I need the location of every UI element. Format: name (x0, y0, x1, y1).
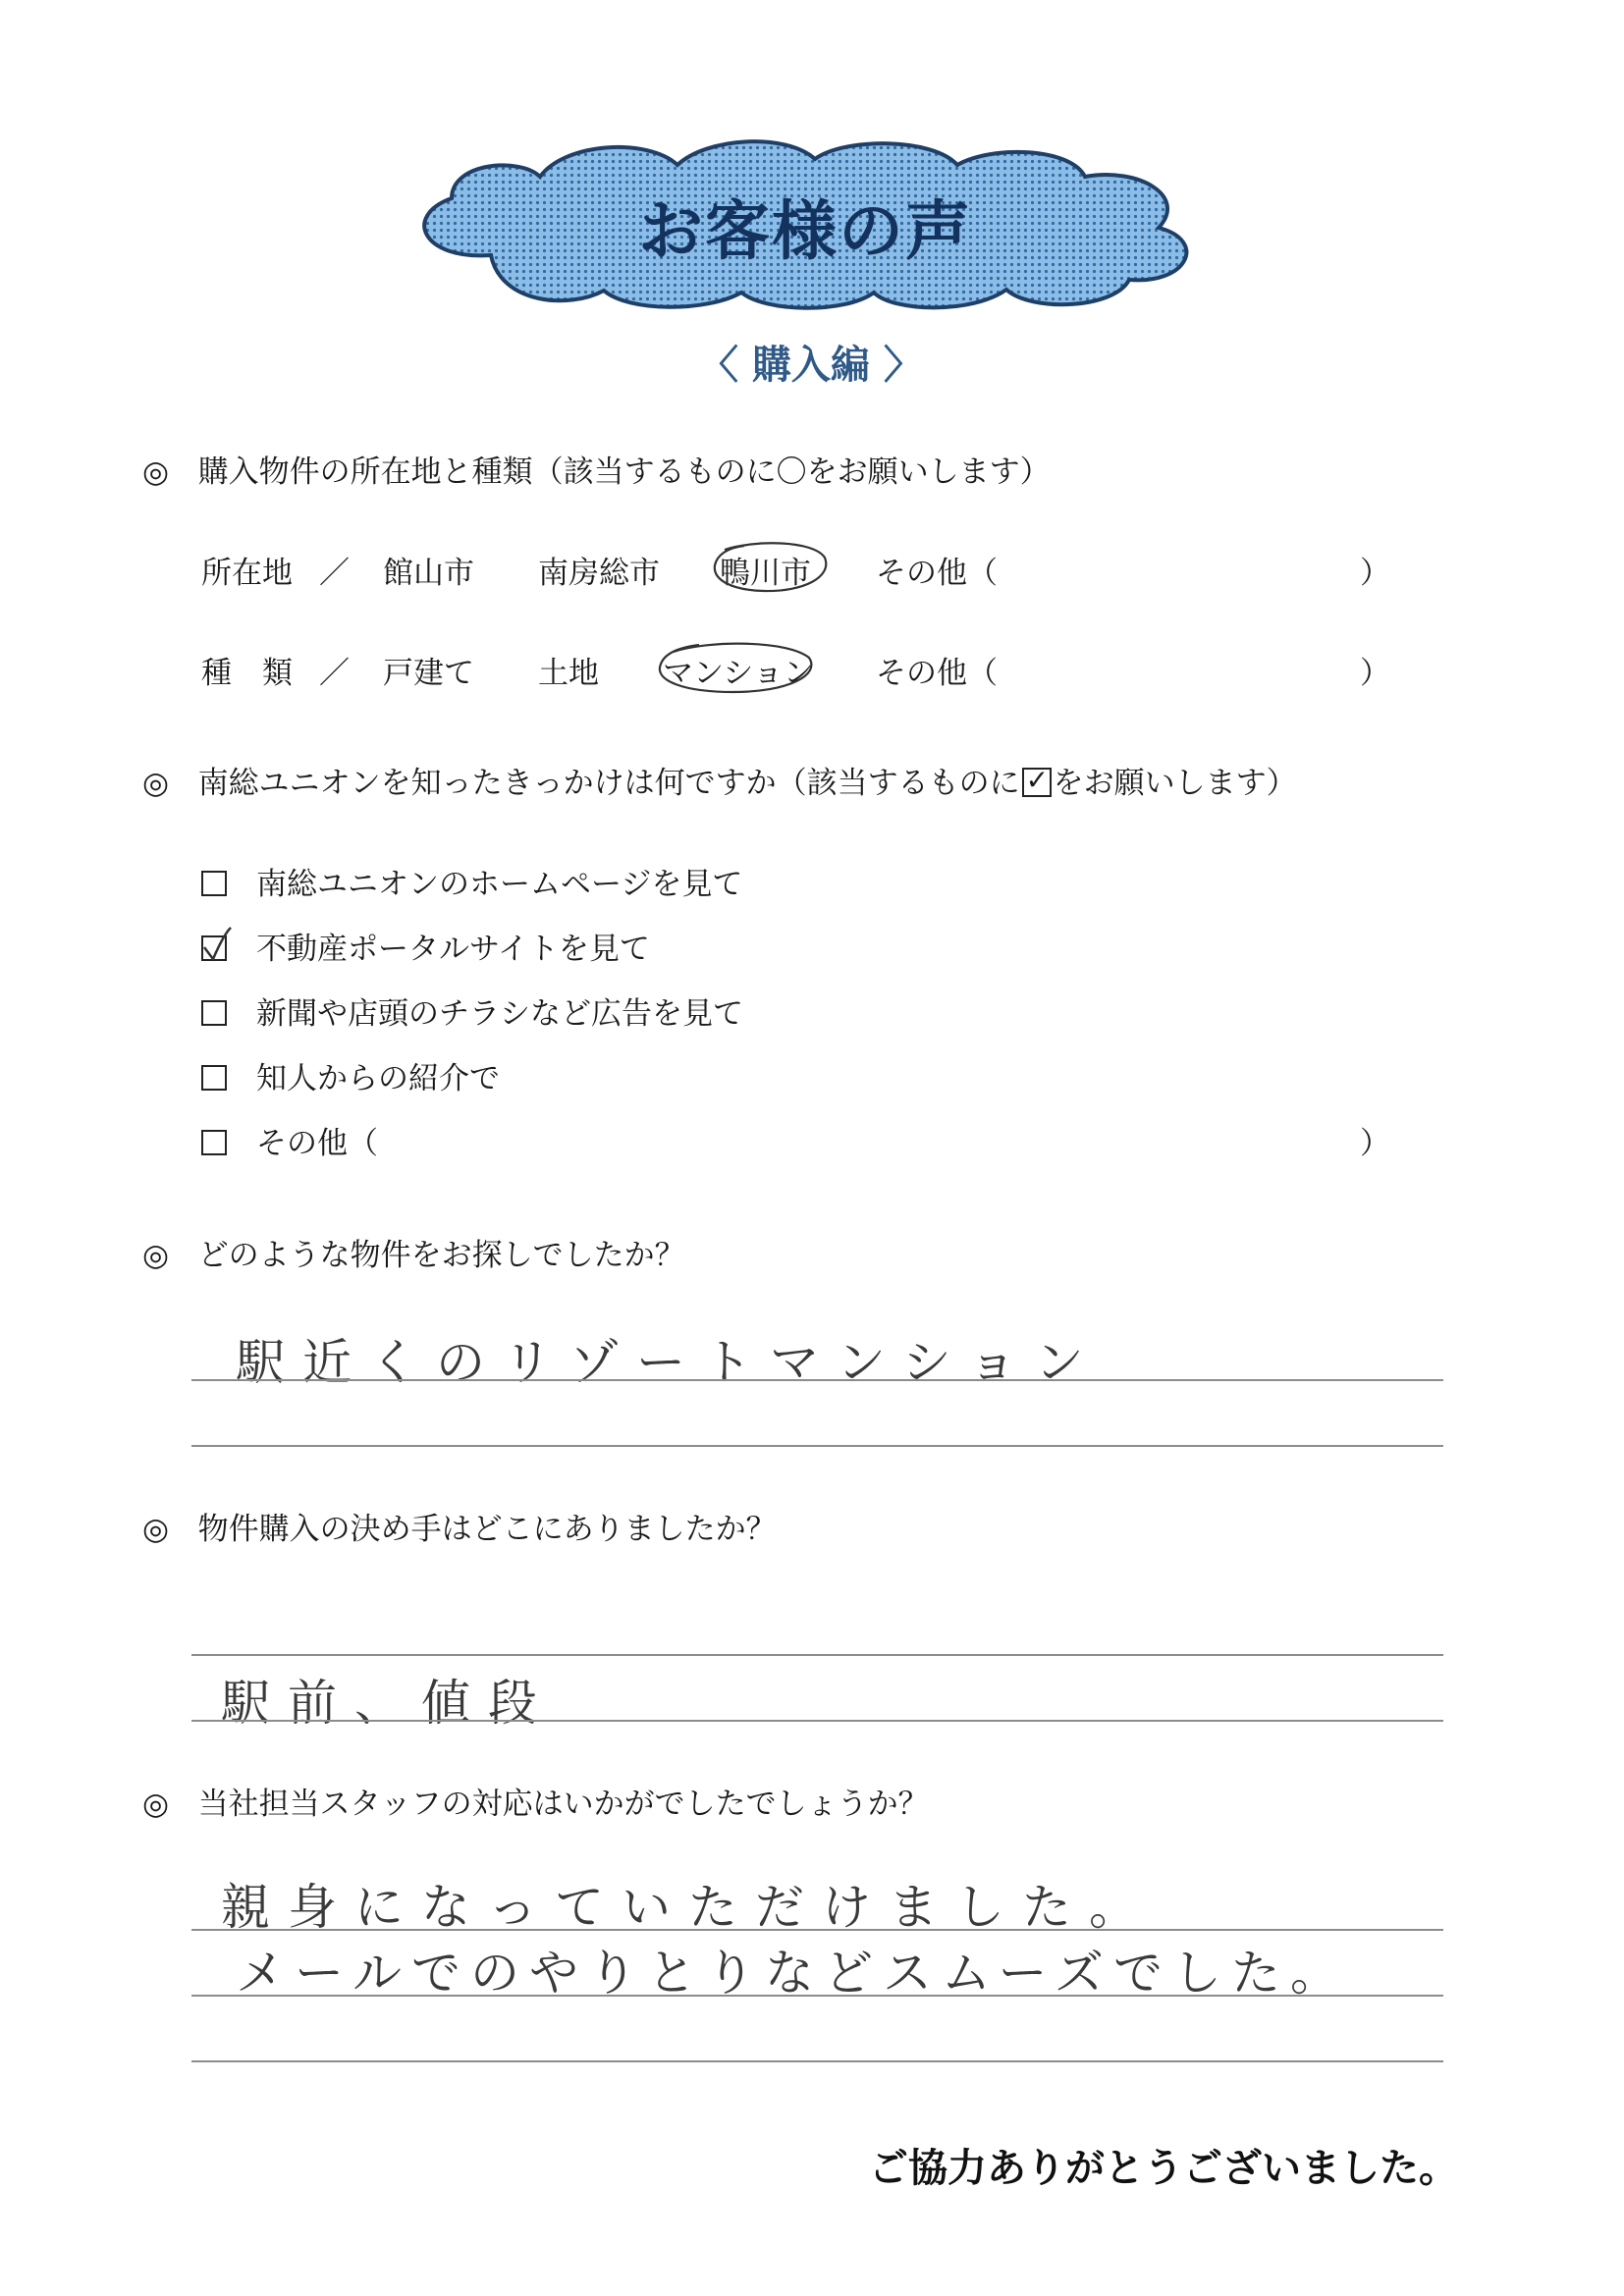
source-item-portal[interactable]: 不動産ポータルサイトを見て (201, 924, 650, 968)
answer-staff-line2: メールでのやりとりなどスムーズでした。 (236, 1945, 1349, 2002)
bullet-icon: ◎ (142, 1787, 170, 1822)
answer-line (191, 2060, 1443, 2062)
type-option-land[interactable]: 土地 (538, 656, 599, 691)
checkbox-referral[interactable] (201, 1065, 227, 1091)
answer-line (191, 1445, 1443, 1447)
section3-question: ◎ どのような物件をお探しでしたか？ (142, 1238, 685, 1273)
checkbox-other[interactable] (201, 1130, 227, 1155)
selection-circle-mansion (650, 638, 822, 699)
checkbox-flyer[interactable] (201, 1000, 227, 1026)
section1-question: ◎ 購入物件の所在地と種類（該当するものに〇をお願いします） (142, 454, 1051, 490)
type-option-house[interactable]: 戸建て (383, 656, 474, 691)
location-close: ） (1360, 556, 1390, 591)
answer-line (191, 1654, 1443, 1656)
answer-line (191, 1720, 1443, 1722)
location-option-kamogawa[interactable]: 鴨川市 (720, 556, 811, 591)
type-option-other[interactable]: その他（ (876, 656, 998, 691)
thanks-message: ご協力ありがとうございました。 (869, 2146, 1458, 2191)
page-subtitle: 〈 購入編 〉 (699, 343, 923, 388)
checkbox-homepage[interactable] (201, 871, 227, 896)
source-item-referral[interactable]: 知人からの紹介で (201, 1053, 500, 1097)
source-item-other[interactable]: その他（ (201, 1118, 378, 1162)
section4-question: ◎ 物件購入の決め手はどこにありましたか？ (142, 1512, 777, 1547)
answer-line (191, 1995, 1443, 1997)
type-close: ） (1360, 656, 1390, 691)
location-sep: ／ (319, 556, 350, 591)
location-option-tateyama[interactable]: 館山市 (383, 556, 474, 591)
check-mark-icon (201, 926, 237, 965)
section2-question: ◎ 南総ユニオンを知ったきっかけは何ですか（該当するものに ✓ をお願いします） (142, 763, 1297, 801)
page-title: お客様の声 (638, 193, 972, 269)
location-option-other[interactable]: その他（ (876, 556, 998, 591)
source-other-close: ） (1360, 1126, 1390, 1161)
location-label: 所在地 (201, 556, 293, 591)
answer-property-type: 駅近くのリゾートマンション (236, 1334, 1102, 1391)
bullet-icon: ◎ (142, 454, 170, 490)
source-item-flyer[interactable]: 新聞や店頭のチラシなど広告を見て (201, 988, 743, 1033)
type-label: 種 類 (201, 656, 293, 691)
answer-line (191, 1929, 1443, 1931)
answer-staff-line1: 親身になっていただけました。 (221, 1879, 1156, 1936)
checkbox-sample-icon: ✓ (1022, 768, 1052, 797)
bullet-icon: ◎ (142, 1238, 170, 1273)
section5-question: ◎ 当社担当スタッフの対応はいかがでしたでしょうか？ (142, 1787, 929, 1822)
answer-deciding-factor: 駅前、値段 (221, 1675, 555, 1732)
bullet-icon: ◎ (142, 766, 170, 801)
type-sep: ／ (319, 656, 350, 691)
location-option-minamiboso[interactable]: 南房総市 (538, 556, 660, 591)
bullet-icon: ◎ (142, 1512, 170, 1547)
type-option-mansion[interactable]: マンション (663, 656, 814, 691)
selection-circle-kamogawa (705, 538, 833, 597)
source-item-homepage[interactable]: 南総ユニオンのホームページを見て (201, 859, 742, 903)
answer-line (191, 1379, 1443, 1381)
